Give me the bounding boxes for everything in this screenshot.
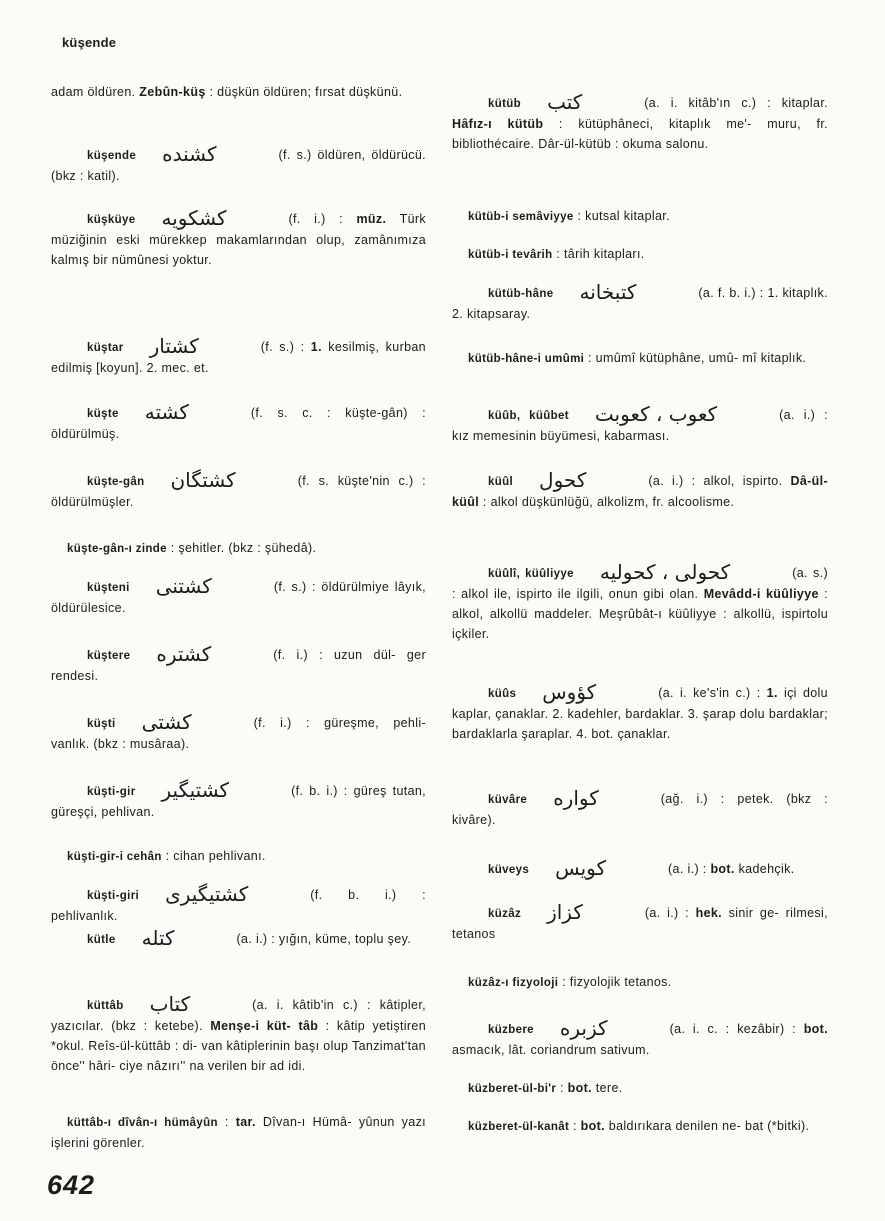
entry-definition-rest: Türk müziğinin eski mürekkep makamlarından olup, zamânımıza kalmış bir nümûnesi yoktur. <box>51 212 426 267</box>
entry-definition-rest: içi dolu kaplar, çanaklar. 2. kadehler, bardaklar. 3. şarap dolu bardaklar; bardaklarla şaraplar. 4. bot. çanaklar. <box>452 686 828 741</box>
entry-bold-term: müz. <box>356 212 387 226</box>
page-number: 642 <box>47 1170 96 1200</box>
dictionary-entry <box>51 644 426 686</box>
entry-definition-rest: sinir ge- rilmesi, tetanos <box>452 906 828 941</box>
entry-arabic-script: کحولی ، کحولیه <box>599 560 731 584</box>
entry-definition: (f. s.) : öldürülmiye lâyık, öldürülesice. <box>51 580 426 615</box>
entry-definition-rest: : kâtip yetiştiren *okul. Reîs-ül-küttâb : di- van kâtiplerinin başı olup Tanzimat'tan önce'' hâri- ciye nâzırı'' na verilen bir ad idi. <box>51 1019 427 1073</box>
page-header: küşende <box>62 35 117 50</box>
entry-arabic-script: کتله <box>141 926 175 950</box>
entry-arabic-script: کحول <box>539 468 587 492</box>
entry-definition: (a. i.) : <box>668 862 711 876</box>
entry-headword: küşte <box>87 408 119 420</box>
entry-arabic-script: کویس <box>555 856 607 880</box>
entry-definition: (a. i.) : yığın, küme, toplu şey. <box>236 932 412 946</box>
entry-arabic-script: کزاز <box>547 900 583 924</box>
entry-headword: küvâre <box>488 794 528 806</box>
dictionary-entry <box>452 562 828 644</box>
entry-headword: küşende <box>87 150 137 162</box>
entry-arabic-script: کزبره <box>559 1016 608 1040</box>
entry-definition: (f. b. i.) : pehlivanlık. <box>51 888 426 923</box>
entry-arabic-script: کشتیگیری <box>165 882 249 906</box>
entry-definition: : fizyolojik tetanos. <box>558 975 672 989</box>
entry-definition: : kutsal kitaplar. <box>573 209 670 223</box>
entry-bold-term: bot. <box>710 862 735 876</box>
dictionary-entry <box>51 994 426 1076</box>
entry-headword: küzâz-ı fizyoloji <box>468 977 559 989</box>
entry-arabic-script: کشتره <box>156 642 212 666</box>
entry-bold-term: Dâ-ül-küûl <box>452 474 828 509</box>
dictionary-entry <box>452 404 828 446</box>
entry-definition-rest: : düşkün öldüren; fırsat düşkünü. <box>205 85 403 99</box>
dictionary-entry <box>452 788 828 830</box>
entry-definition-rest: kesilmiş, kurban edilmiş [koyun]. 2. mec. et. <box>51 340 426 375</box>
entry-headword: kütüb-hâne-i umûmi <box>468 353 585 365</box>
entry-headword: küşte-gân-ı zinde <box>67 543 167 555</box>
dictionary-entry <box>51 928 426 950</box>
entry-headword: kütüb <box>488 98 522 110</box>
entry-definition-rest: : alkol, alkollü maddeler. Meşrûbât-ı küûliyye : alkollü, ispirtolu içkiler. <box>452 587 828 641</box>
dictionary-entry <box>452 470 828 512</box>
entry-bold-term: bot. <box>580 1119 605 1133</box>
entry-headword: küûlî, küûliyye <box>488 568 574 580</box>
entry-definition: : <box>556 1081 568 1095</box>
dictionary-entry <box>51 712 426 754</box>
entry-definition: (f. b. i.) : güreş tutan, güreşçi, pehlivan. <box>51 784 426 819</box>
entry-definition: : <box>569 1119 581 1133</box>
entry-headword: küştere <box>87 650 131 662</box>
entry-definition-rest: : alkol düşkünlüğü, alkolizm, fr. alcoolisme. <box>479 495 735 509</box>
dictionary-entry <box>452 972 828 993</box>
entry-headword: küşti-gir-i cehân <box>67 851 162 863</box>
entry-definition: (a. i. kâtib'in c.) : kâtipler, yazıcılar. (bkz : ketebe). <box>51 998 426 1033</box>
entry-definition: : <box>217 1115 236 1129</box>
entry-headword: küzbere <box>488 1024 534 1036</box>
entry-arabic-script: کشتیگیر <box>161 778 230 802</box>
entry-headword: küzâz <box>488 908 522 920</box>
entry-definition-rest: kadehçik. <box>734 862 795 876</box>
entry-definition: : şehitler. (bkz : şühedâ). <box>166 541 317 555</box>
entry-arabic-script: کؤوس <box>542 680 597 704</box>
dictionary-entry <box>51 538 426 559</box>
entry-definition: (a. i.) : kız memesinin büyümesi, kabarması. <box>452 408 828 443</box>
entry-definition: (f. i.) : uzun dül- ger rendesi. <box>51 648 426 683</box>
entry-arabic-script: کواره <box>553 786 599 810</box>
entry-arabic-script: کتبخانه <box>579 280 637 304</box>
entry-headword: küşti-giri <box>87 890 140 902</box>
entry-bold-term: Hâfız-ı kütüb <box>452 117 544 131</box>
entry-definition: (f. s. c. : küşte-gân) : öldürülmüş. <box>51 406 426 441</box>
entry-headword: küûl <box>488 476 514 488</box>
entry-bold-term: 1. <box>310 340 322 354</box>
dictionary-entry <box>452 1116 828 1137</box>
entry-headword: küttâb-ı dîvân-ı hümâyûn <box>67 1117 218 1129</box>
dictionary-entry <box>51 144 426 186</box>
dictionary-entry <box>452 1078 828 1099</box>
entry-definition: (f. s. küşte'nin c.) : öldürülmüşler. <box>51 474 426 509</box>
dictionary-entry <box>452 282 828 324</box>
entry-headword: kütüb-i semâviyye <box>468 211 574 223</box>
entry-definition-rest: : kütüphâneci, kitaplık me'- muru, fr. bibliothécaire. Dâr-ül-kütüb : okuma salonu. <box>452 117 828 151</box>
dictionary-entry <box>51 846 426 867</box>
dictionary-entry <box>452 206 828 227</box>
entry-bold-term: hek. <box>695 906 723 920</box>
dictionary-entry <box>452 858 828 880</box>
entry-definition-rest: baldırıkara denilen ne- bat (*bitki). <box>604 1119 810 1133</box>
dictionary-entry <box>51 884 426 926</box>
entry-arabic-script: کتب <box>547 90 583 114</box>
entry-definition: (f. i.) : <box>288 212 357 226</box>
dictionary-entry <box>452 92 828 154</box>
entry-definition-rest: tere. <box>591 1081 623 1095</box>
entry-bold-term: Mevâdd-i küûliyye <box>703 587 819 601</box>
entry-definition: (ağ. i.) : petek. (bkz : kivâre). <box>452 792 828 827</box>
entry-headword: küttâb <box>87 1000 124 1012</box>
entry-headword: kütüb-hâne <box>488 288 554 300</box>
entry-definition: (a. i. c. : kezâbir) : <box>669 1022 804 1036</box>
entry-definition: (a. i. ke's'in c.) : <box>658 686 767 700</box>
entry-headword: küûb, küûbet <box>488 410 569 422</box>
entry-definition: : cihan pehlivanı. <box>161 849 266 863</box>
entry-definition: (a. f. b. i.) : 1. kitaplık. 2. kitapsaray. <box>452 286 828 321</box>
entry-headword: küşti <box>87 718 116 730</box>
entry-headword: küşti-gir <box>87 786 136 798</box>
entry-arabic-script: کشتی <box>141 710 192 734</box>
dictionary-entry <box>51 336 426 378</box>
entry-headword: küûs <box>488 688 517 700</box>
dictionary-entry <box>452 348 828 369</box>
dictionary-entry <box>51 780 426 822</box>
entry-definition: (a. s.) : alkol ile, ispirto ile ilgili, onun gibi olan. <box>452 566 828 601</box>
entry-headword: küzberet-ül-bi'r <box>468 1083 557 1095</box>
entry-arabic-script: کشته <box>144 400 189 424</box>
entry-headword: küşteni <box>87 582 130 594</box>
entry-arabic-script: کشنده <box>162 142 217 166</box>
entry-definition: (f. s.) öldüren, öldürücü. (bkz : katil). <box>51 148 426 183</box>
entry-arabic-script: کعوب ، کعوبت <box>594 402 718 426</box>
entry-definition: (f. s.) : <box>260 340 311 354</box>
entry-bold-term: Menşe-i küt- tâb <box>210 1019 319 1033</box>
entry-arabic-script: کشتنی <box>155 574 212 598</box>
dictionary-entry <box>51 576 426 618</box>
entry-definition-rest: Dîvan-ı Hümâ- yûnun yazı işlerini görenler. <box>51 1115 426 1150</box>
entry-definition-rest: asmacık, lât. coriandrum sativum. <box>452 1043 650 1057</box>
entry-headword: küveys <box>488 864 530 876</box>
entry-headword: kütle <box>87 934 116 946</box>
entry-bold-term: bot. <box>567 1081 592 1095</box>
dictionary-entry <box>51 470 426 512</box>
entry-definition: (a. i.) : alkol, ispirto. <box>648 474 791 488</box>
entry-bold-term: bot. <box>803 1022 828 1036</box>
entry-definition: adam öldüren. <box>51 85 140 99</box>
entry-headword: küşküye <box>87 214 136 226</box>
entry-definition: (a. i. kitâb'ın c.) : kitaplar. <box>644 96 828 110</box>
entry-definition: : târih kitapları. <box>552 247 645 261</box>
entry-headword: kütüb-i tevârih <box>468 249 553 261</box>
entry-definition: : umûmî kütüphâne, umû- mî kitaplık. <box>584 351 807 365</box>
entry-definition: (a. i.) : <box>644 906 696 920</box>
entry-bold-term: 1. <box>766 686 778 700</box>
dictionary-entry <box>452 1018 828 1060</box>
entry-bold-term: tar. <box>235 1115 256 1129</box>
dictionary-entry <box>452 244 828 265</box>
entry-definition: (f. i.) : güreşme, pehli- vanlık. (bkz : musâraa). <box>51 716 426 751</box>
dictionary-entry <box>51 82 426 102</box>
dictionary-entry <box>51 1112 426 1153</box>
dictionary-entry <box>51 402 426 444</box>
entry-bold-term: Zebûn-küş <box>139 85 206 99</box>
entry-arabic-script: کشکویه <box>161 206 227 230</box>
entry-headword: küşte-gân <box>87 476 145 488</box>
entry-arabic-script: کشتار <box>149 334 199 358</box>
entry-arabic-script: کتاب <box>149 992 191 1016</box>
entry-headword: küzberet-ül-kanât <box>468 1121 570 1133</box>
entry-arabic-script: کشتگان <box>170 468 236 492</box>
dictionary-entry <box>51 208 426 270</box>
dictionary-entry <box>452 682 828 744</box>
entry-headword: küştar <box>87 342 124 354</box>
dictionary-entry <box>452 902 828 944</box>
